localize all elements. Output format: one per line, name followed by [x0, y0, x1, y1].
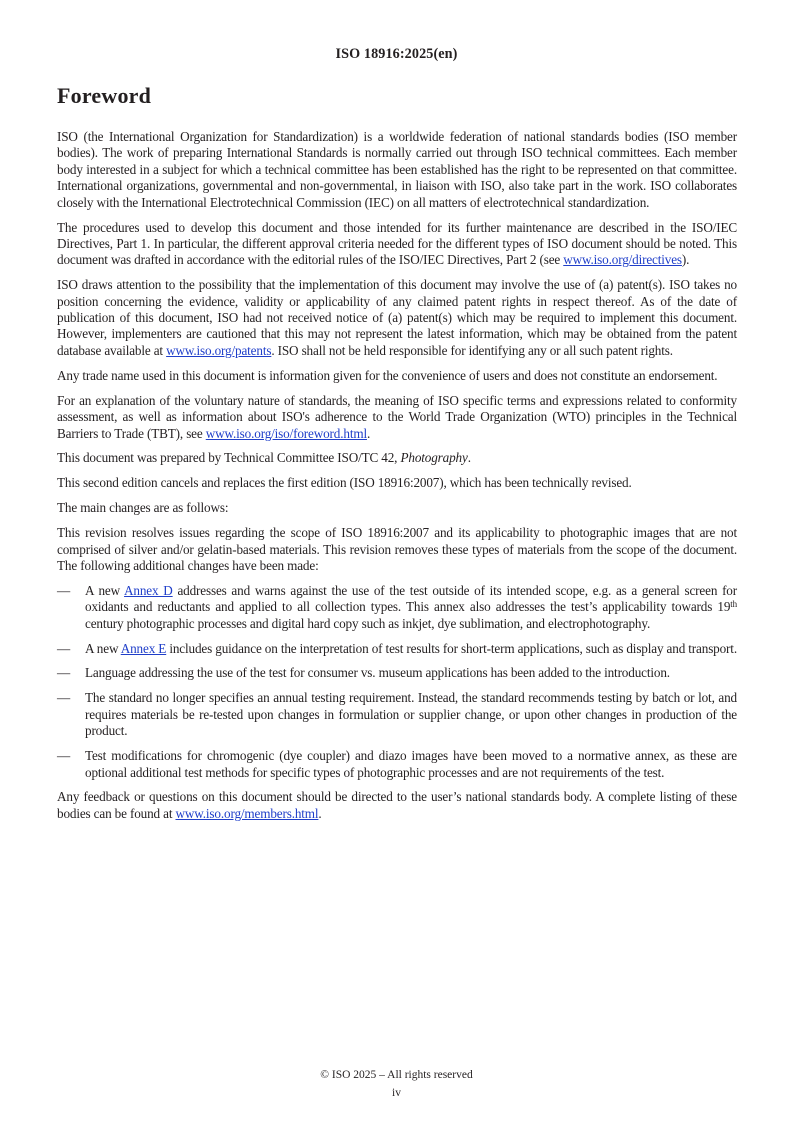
- annex-e-link[interactable]: Annex E: [120, 640, 167, 656]
- list-item: [57, 690, 737, 739]
- dash-bullet: —: [57, 748, 71, 764]
- text: Test modifications for chromogenic (dye coupler) and diazo images have been moved to a normative annex, as these are optional additional test methods for specific types of photographic processes and are not requirements of the test.: [85, 748, 737, 780]
- document-id-header: ISO 18916:2025(en): [335, 46, 458, 62]
- patents-link[interactable]: www.iso.org/patents: [166, 342, 272, 358]
- text: ISO draws attention to the possibility that the implementation of this document may involve the use of (a) patent(s). ISO takes no position concerning the evidence, validity or applicability of any claimed patent rights in respect thereof. As of the date of publication of this document, ISO had not received notice of (a) patent(s) which may be required to implement this document. However, implementers are cautioned that this may not represent the latest information, which may be obtained from the patent database available at: [57, 277, 737, 358]
- directives-link[interactable]: www.iso.org/directives: [563, 252, 682, 268]
- page-footer: [0, 1066, 793, 1102]
- committee-name: Photography: [400, 450, 468, 466]
- members-link[interactable]: www.iso.org/members.html: [175, 805, 319, 821]
- list-item: [57, 641, 737, 657]
- paragraph-trade-name: Any trade name used in this document is information given for the convenience of users and does not constitute an endorsement.: [57, 367, 718, 383]
- text: This document was prepared by Technical Committee ISO/TC 42,: [57, 450, 401, 466]
- paragraph-main-changes: The main changes are as follows:: [57, 500, 229, 516]
- text: . ISO shall not be held responsible for identifying any or all such patent rights.: [271, 342, 673, 358]
- text: Any feedback or questions on this document should be directed to the user’s national standards body. A complete listing of these bodies can be found at: [57, 789, 737, 821]
- foreword-body: [57, 129, 737, 831]
- paragraph-voluntary-nature: [57, 393, 737, 442]
- changes-list: [57, 583, 737, 781]
- text: century photographic processes and digital hard copy such as inkjet, dye sublimation, and electrophotography.: [85, 615, 651, 631]
- superscript: th: [730, 599, 737, 610]
- text: A new: [85, 640, 121, 656]
- text: includes guidance on the interpretation of test results for short-term applications, such as display and transport.: [166, 640, 737, 656]
- paragraph-edition: This second edition cancels and replaces the first edition (ISO 18916:2007), which has been technically revised.: [57, 475, 632, 491]
- copyright-notice: © ISO 2025 – All rights reserved: [320, 1069, 473, 1081]
- page-title: Foreword: [57, 83, 152, 108]
- text: .: [318, 805, 322, 821]
- text: For an explanation of the voluntary nature of standards, the meaning of ISO specific terms and expressions related to conformity assessment, as well as information about ISO's adherence to the World Trade Organization (WTO) principles in the Technical Barriers to Trade (TBT), see: [57, 392, 737, 441]
- paragraph-committee: [57, 450, 737, 466]
- annex-d-link[interactable]: Annex D: [124, 582, 173, 598]
- dash-bullet: —: [57, 582, 71, 598]
- paragraph-iso-intro: ISO (the International Organization for Standardization) is a worldwide federation of national standards bodies (ISO member bodies). The work of preparing International Standards is normally carried out through ISO technical committees. Each member body interested in a subject for which a technical committee has been established has the right to be represented on that committee. International organizations, governmental and non-governmental, in liaison with ISO, also take part in the work. ISO collaborates closely with the International Electrotechnical Commission (IEC) on all matters of electrotechnical standardization.: [57, 129, 737, 210]
- paragraph-procedures: [57, 220, 737, 269]
- dash-bullet: —: [57, 640, 71, 656]
- text: ).: [681, 252, 690, 268]
- text: The standard no longer specifies an annual testing requirement. Instead, the standard recommends testing by batch or lot, and requires materials be re-tested upon changes in formulation or supplier change, or upon other changes in production of the product.: [85, 690, 737, 739]
- list-item: [57, 665, 737, 681]
- text: The procedures used to develop this document and those intended for its further maintenance are described in the ISO/IEC Directives, Part 1. In particular, the different approval criteria needed for the different types of ISO document should be noted. This document was drafted in accordance with the editorial rules of the ISO/IEC Directives, Part 2 (see: [57, 219, 737, 268]
- text: addresses and warns against the use of the test outside of its intended scope, e.g. as a general screen for oxidants and reductants and applied to all collection types. This annex also addresses the test’s applicability towards 19: [85, 582, 737, 615]
- paragraph-patents: [57, 277, 737, 359]
- list-item: [57, 748, 737, 781]
- paragraph-revision-scope: This revision resolves issues regarding the scope of ISO 18916:2007 and its applicability to photographic images that are not comprised of silver and/or gelatin-based materials. This revision removes these types of materials from the scope of the document. The following additional changes have been made:: [57, 525, 737, 573]
- text: A new: [85, 582, 125, 598]
- page-number: iv: [392, 1087, 401, 1099]
- text: Language addressing the use of the test for consumer vs. museum applications has been added to the introduction.: [85, 665, 670, 681]
- paragraph-feedback: [57, 789, 737, 822]
- dash-bullet: —: [57, 665, 71, 681]
- text: .: [366, 425, 371, 441]
- text: .: [467, 450, 471, 466]
- dash-bullet: —: [57, 690, 71, 706]
- foreword-link[interactable]: www.iso.org/iso/foreword.html: [205, 425, 367, 441]
- list-item: [57, 583, 737, 632]
